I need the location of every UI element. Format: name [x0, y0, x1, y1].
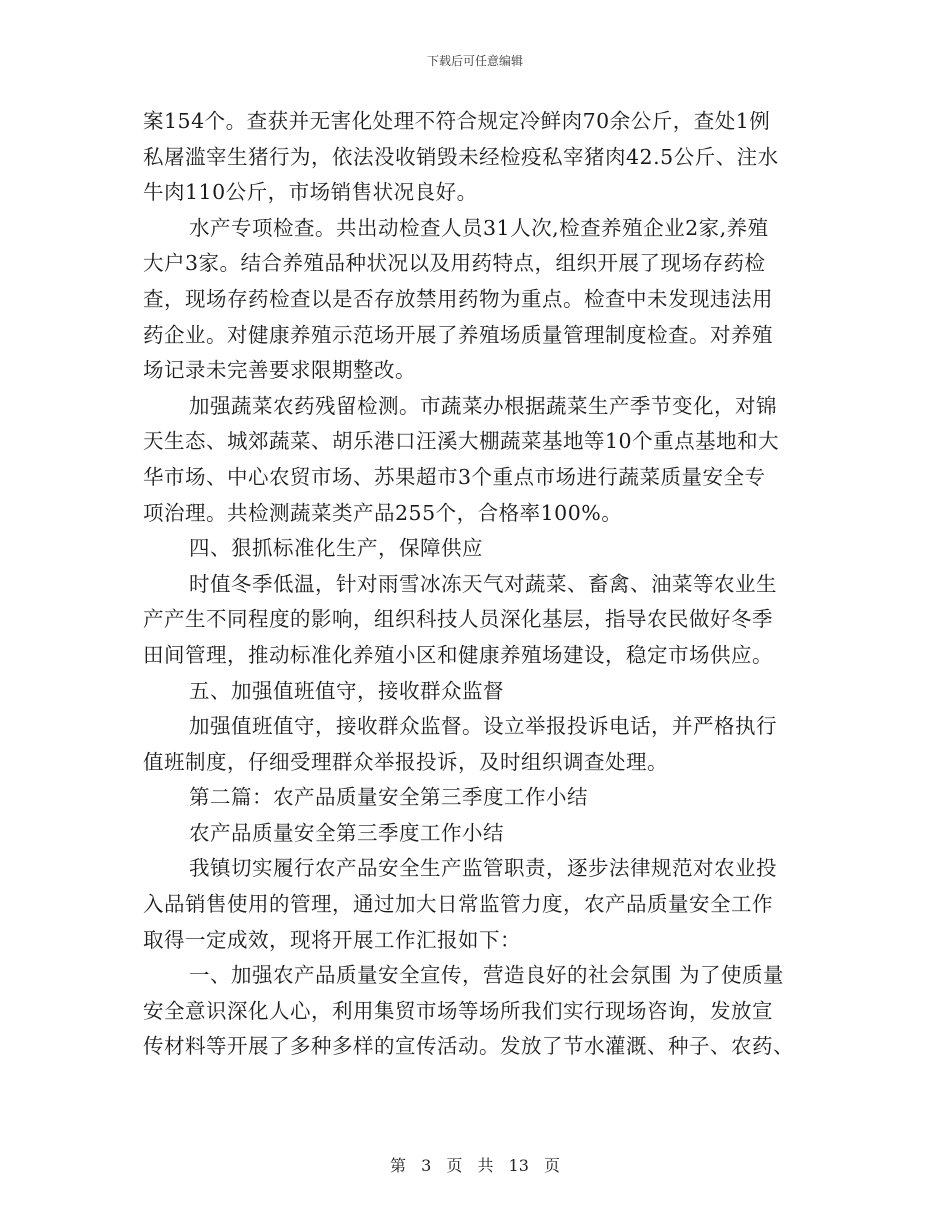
text-line: 天生态、城郊蔬菜、胡乐港口汪溪大棚蔬菜基地等10个重点基地和大	[143, 429, 780, 454]
text-line: 田间管理，推动标准化养殖小区和健康养殖场建设，稳定市场供应。	[143, 642, 773, 667]
text-line: 取得一定成效，现将开展工作汇报如下：	[143, 927, 521, 952]
text-line: 项治理。共检测蔬菜类产品255个，合格率100%。	[143, 500, 623, 525]
text-line: 华市场、中心农贸市场、苏果超市3个重点市场进行蔬菜质量安全专	[143, 464, 766, 489]
text-line: 五、加强值班值守，接收群众监督	[189, 678, 504, 703]
text-line: 时值冬季低温，针对雨雪冰冻天气对蔬菜、畜禽、油菜等农业生	[189, 571, 777, 596]
text-line: 我镇切实履行农产品安全生产监管职责，逐步法律规范对农业投	[189, 856, 777, 881]
document-body	[143, 104, 808, 1065]
text-line: 安全意识深化人心，利用集贸市场等场所我们实行现场咨询，发放宣	[143, 998, 773, 1023]
text-line: 药企业。对健康养殖示范场开展了养殖场质量管理制度检查。对养殖	[143, 322, 773, 347]
text-line: 一、加强农产品质量安全宣传，营造良好的社会氛围 为了使质量	[189, 963, 785, 988]
text-line: 农产品质量安全第三季度工作小结	[189, 820, 504, 845]
text-line: 入品销售使用的管理，通过加大日常监管力度，农产品质量安全工作	[143, 892, 773, 917]
page-number-footer: 第 3 页 共 13 页	[390, 1156, 560, 1175]
text-line: 加强值班值守，接收群众监督。设立举报投诉电话，并严格执行	[189, 714, 777, 739]
text-line: 私屠滥宰生猪行为，依法没收销毁未经检疫私宰猪肉42.5公斤、注水	[143, 144, 779, 169]
text-line: 案154个。查获并无害化处理不符合规定冷鲜肉70余公斤，查处1例	[143, 109, 771, 133]
text-line: 查，现场存药检查以是否存放禁用药物为重点。检查中未发现违法用	[143, 286, 773, 311]
text-line: 四、狠抓标准化生产，保障供应	[189, 536, 483, 561]
page-header: 下载后可任意编辑	[426, 54, 523, 68]
text-line: 值班制度，仔细受理群众举报投诉，及时组织调查处理。	[143, 749, 668, 774]
text-line: 大户3家。结合养殖品种状况以及用药特点，组织开展了现场存药检	[143, 251, 766, 276]
text-line: 水产专项检查。共出动检查人员31人次,检查养殖企业2家,养殖	[189, 215, 769, 240]
text-line: 传材料等开展了多种多样的宣传活动。发放了节水灌溉、种子、农药、	[143, 1034, 794, 1059]
text-line: 加强蔬菜农药残留检测。市蔬菜办根据蔬菜生产季节变化，对锦	[189, 393, 777, 418]
text-line: 牛肉110公斤，市场销售状况良好。	[143, 180, 478, 205]
text-line: 第二篇：农产品质量安全第三季度工作小结	[189, 785, 588, 810]
text-line: 产产生不同程度的影响，组织科技人员深化基层，指导农民做好冬季	[143, 607, 773, 632]
text-line: 场记录未完善要求限期整改。	[143, 358, 416, 383]
